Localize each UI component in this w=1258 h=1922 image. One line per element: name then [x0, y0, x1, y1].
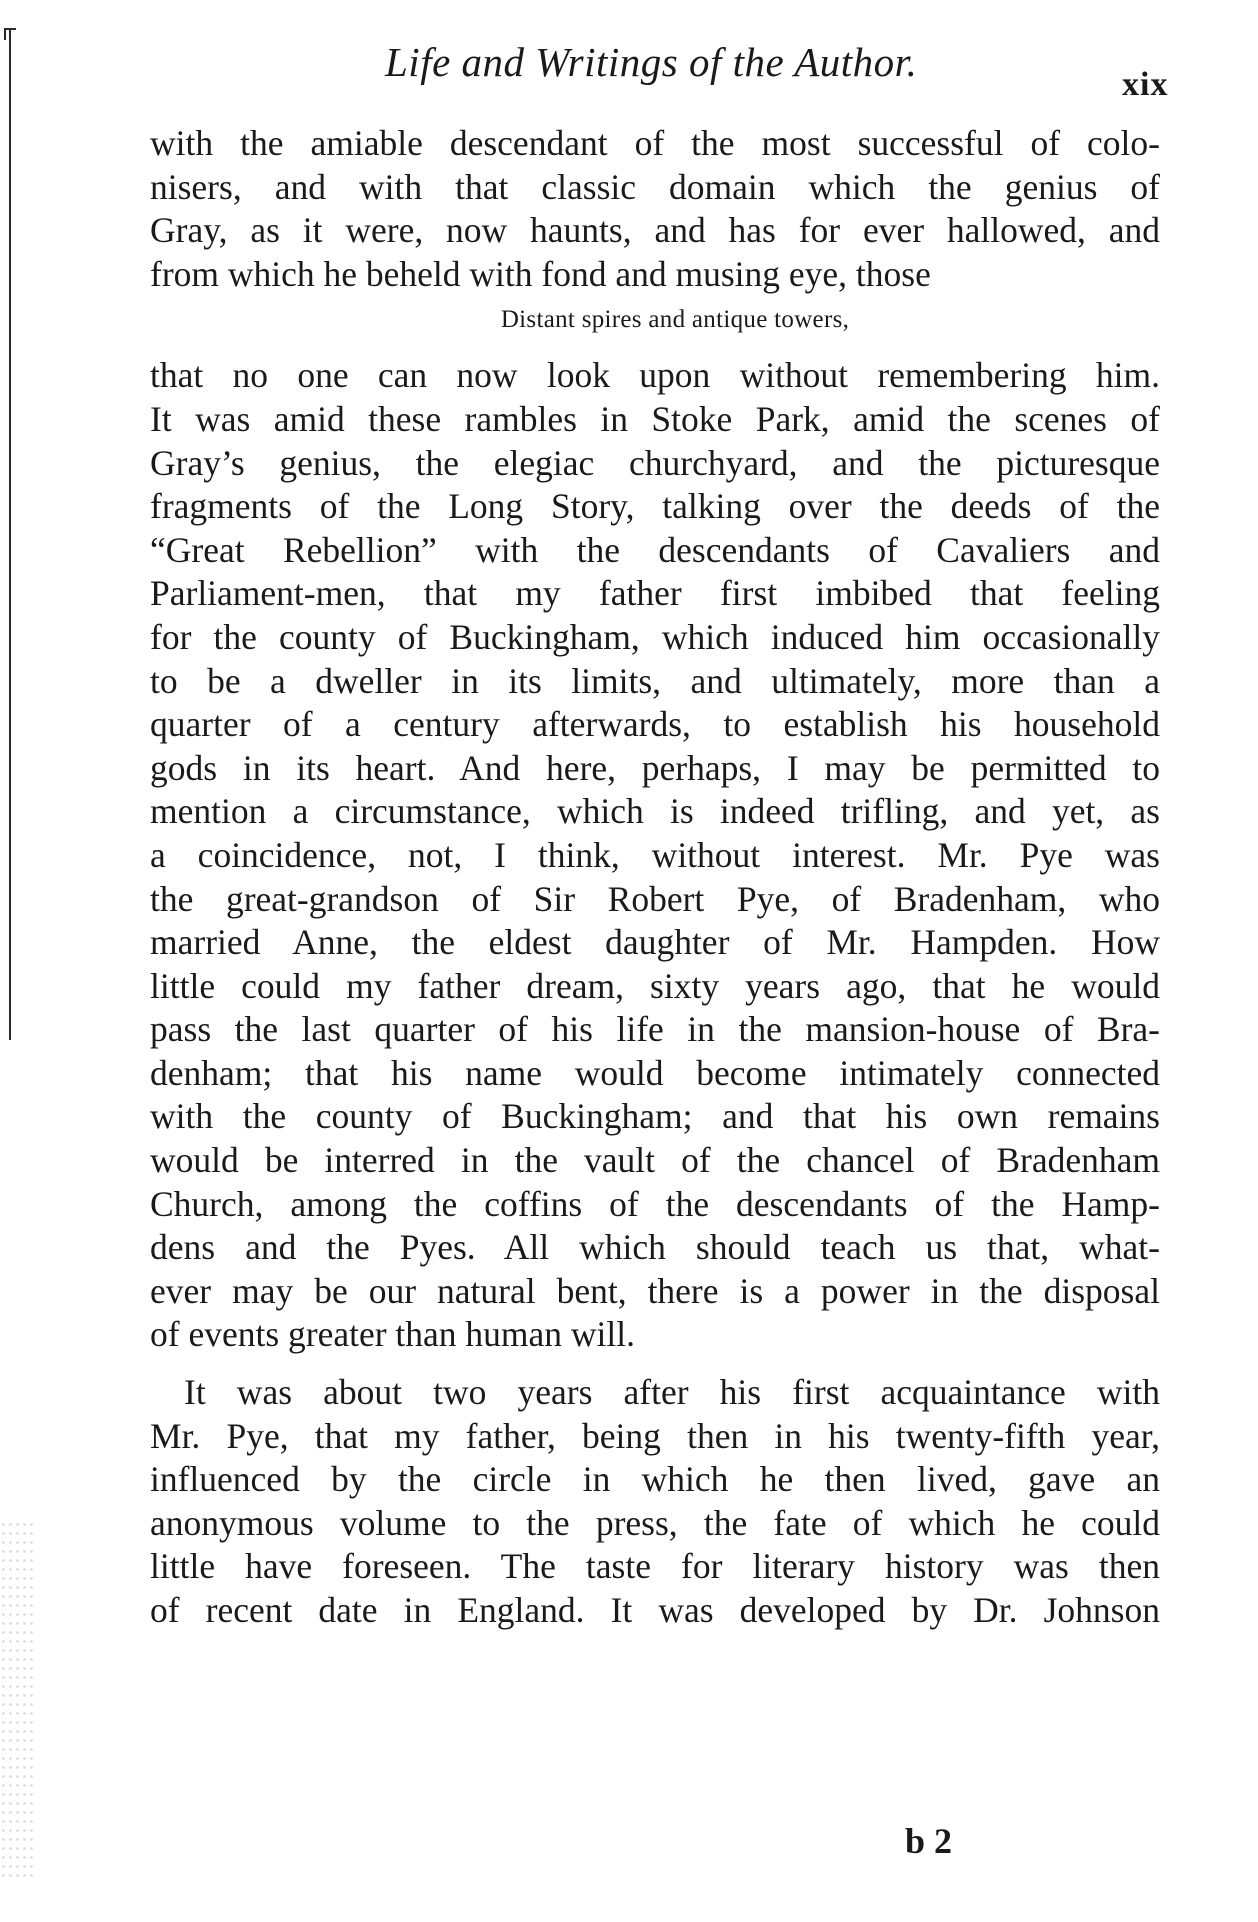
text-line: dens and the Pyes. All which should teach us that, what- [150, 1227, 1160, 1268]
text-line: Gray’s genius, the elegiac churchyard, and the picturesque [150, 442, 1160, 483]
text-line: Church, among the coffins of the descendants of the Hamp- [150, 1183, 1160, 1224]
text-line: pass the last quarter of his life in the mansion-house of Bra- [150, 1009, 1160, 1050]
text-line: fragments of the Long Story, talking over the deeds of the [150, 486, 1160, 527]
text-line: of events greater than human will. [150, 1314, 636, 1355]
signature-mark: b 2 [905, 1821, 953, 1861]
text-line: gods in its heart. And here, perhaps, I may be permitted to [150, 747, 1160, 788]
paragraph-2 [150, 354, 1160, 1357]
body-text [150, 122, 1160, 1633]
text-line: with the county of Buckingham; and that his own remains [150, 1096, 1160, 1137]
text-line: from which he beheld with fond and musing eye, those [150, 253, 931, 294]
text-line: married Anne, the eldest daughter of Mr. Hampden. How [150, 922, 1160, 963]
text-line: Gray, as it were, now haunts, and has for ever hallowed, and [150, 210, 1160, 251]
text-line: nisers, and with that classic domain which the genius of [150, 166, 1160, 207]
text-line: influenced by the circle in which he then lived, gave an [150, 1459, 1160, 1500]
text-line: ever may be our natural bent, there is a power in the disposal [150, 1270, 1160, 1311]
text-line: quarter of a century afterwards, to establish his household [150, 704, 1160, 745]
text-line: It was amid these rambles in Stoke Park, amid the scenes of [150, 398, 1160, 439]
text-line: the great-grandson of Sir Robert Pye, of Bradenham, who [150, 878, 1160, 919]
text-line: for the county of Buckingham, which induced him occasionally [150, 616, 1160, 657]
text-line: anonymous volume to the press, the fate of which he could [150, 1502, 1160, 1543]
text-line: of recent date in England. It was developed by Dr. Johnson [150, 1590, 1160, 1630]
quotation-line: Distant spires and antique towers, [500, 306, 850, 334]
text-line: Parliament-men, that my father first imbibed that feeling [150, 573, 1160, 614]
page-number: xix [1122, 66, 1169, 103]
text-line: would be interred in the vault of the chancel of Bradenham [150, 1140, 1160, 1181]
binding-edge-rule [9, 30, 11, 1040]
text-line: with the amiable descendant of the most successful of colo- [150, 123, 1160, 163]
paragraph-1 [150, 122, 1160, 296]
text-line: denham; that his name would become intimately connected [150, 1052, 1160, 1093]
text-line: little have foreseen. The taste for literary history was then [150, 1546, 1160, 1587]
text-line: Mr. Pye, that my father, being then in his twenty-fifth year, [150, 1415, 1160, 1456]
text-line: “Great Rebellion” with the descendants of Cavaliers and [150, 529, 1160, 570]
text-line: mention a circumstance, which is indeed trifling, and yet, as [150, 791, 1160, 832]
text-line: a coincidence, not, I think, without interest. Mr. Pye was [150, 834, 1160, 875]
text-line: that no one can now look upon without remembering him. [150, 355, 1160, 396]
paragraph-3 [150, 1371, 1160, 1633]
text-line: to be a dweller in its limits, and ultimately, more than a [150, 660, 1160, 701]
text-line: It was about two years after his first acquaintance with [184, 1372, 1160, 1413]
running-title: Life and Writings of the Author. [385, 39, 918, 85]
text-line: little could my father dream, sixty years ago, that he would [150, 965, 1160, 1006]
paragraph-gap [150, 1357, 1160, 1371]
margin-specks [0, 1520, 36, 1880]
